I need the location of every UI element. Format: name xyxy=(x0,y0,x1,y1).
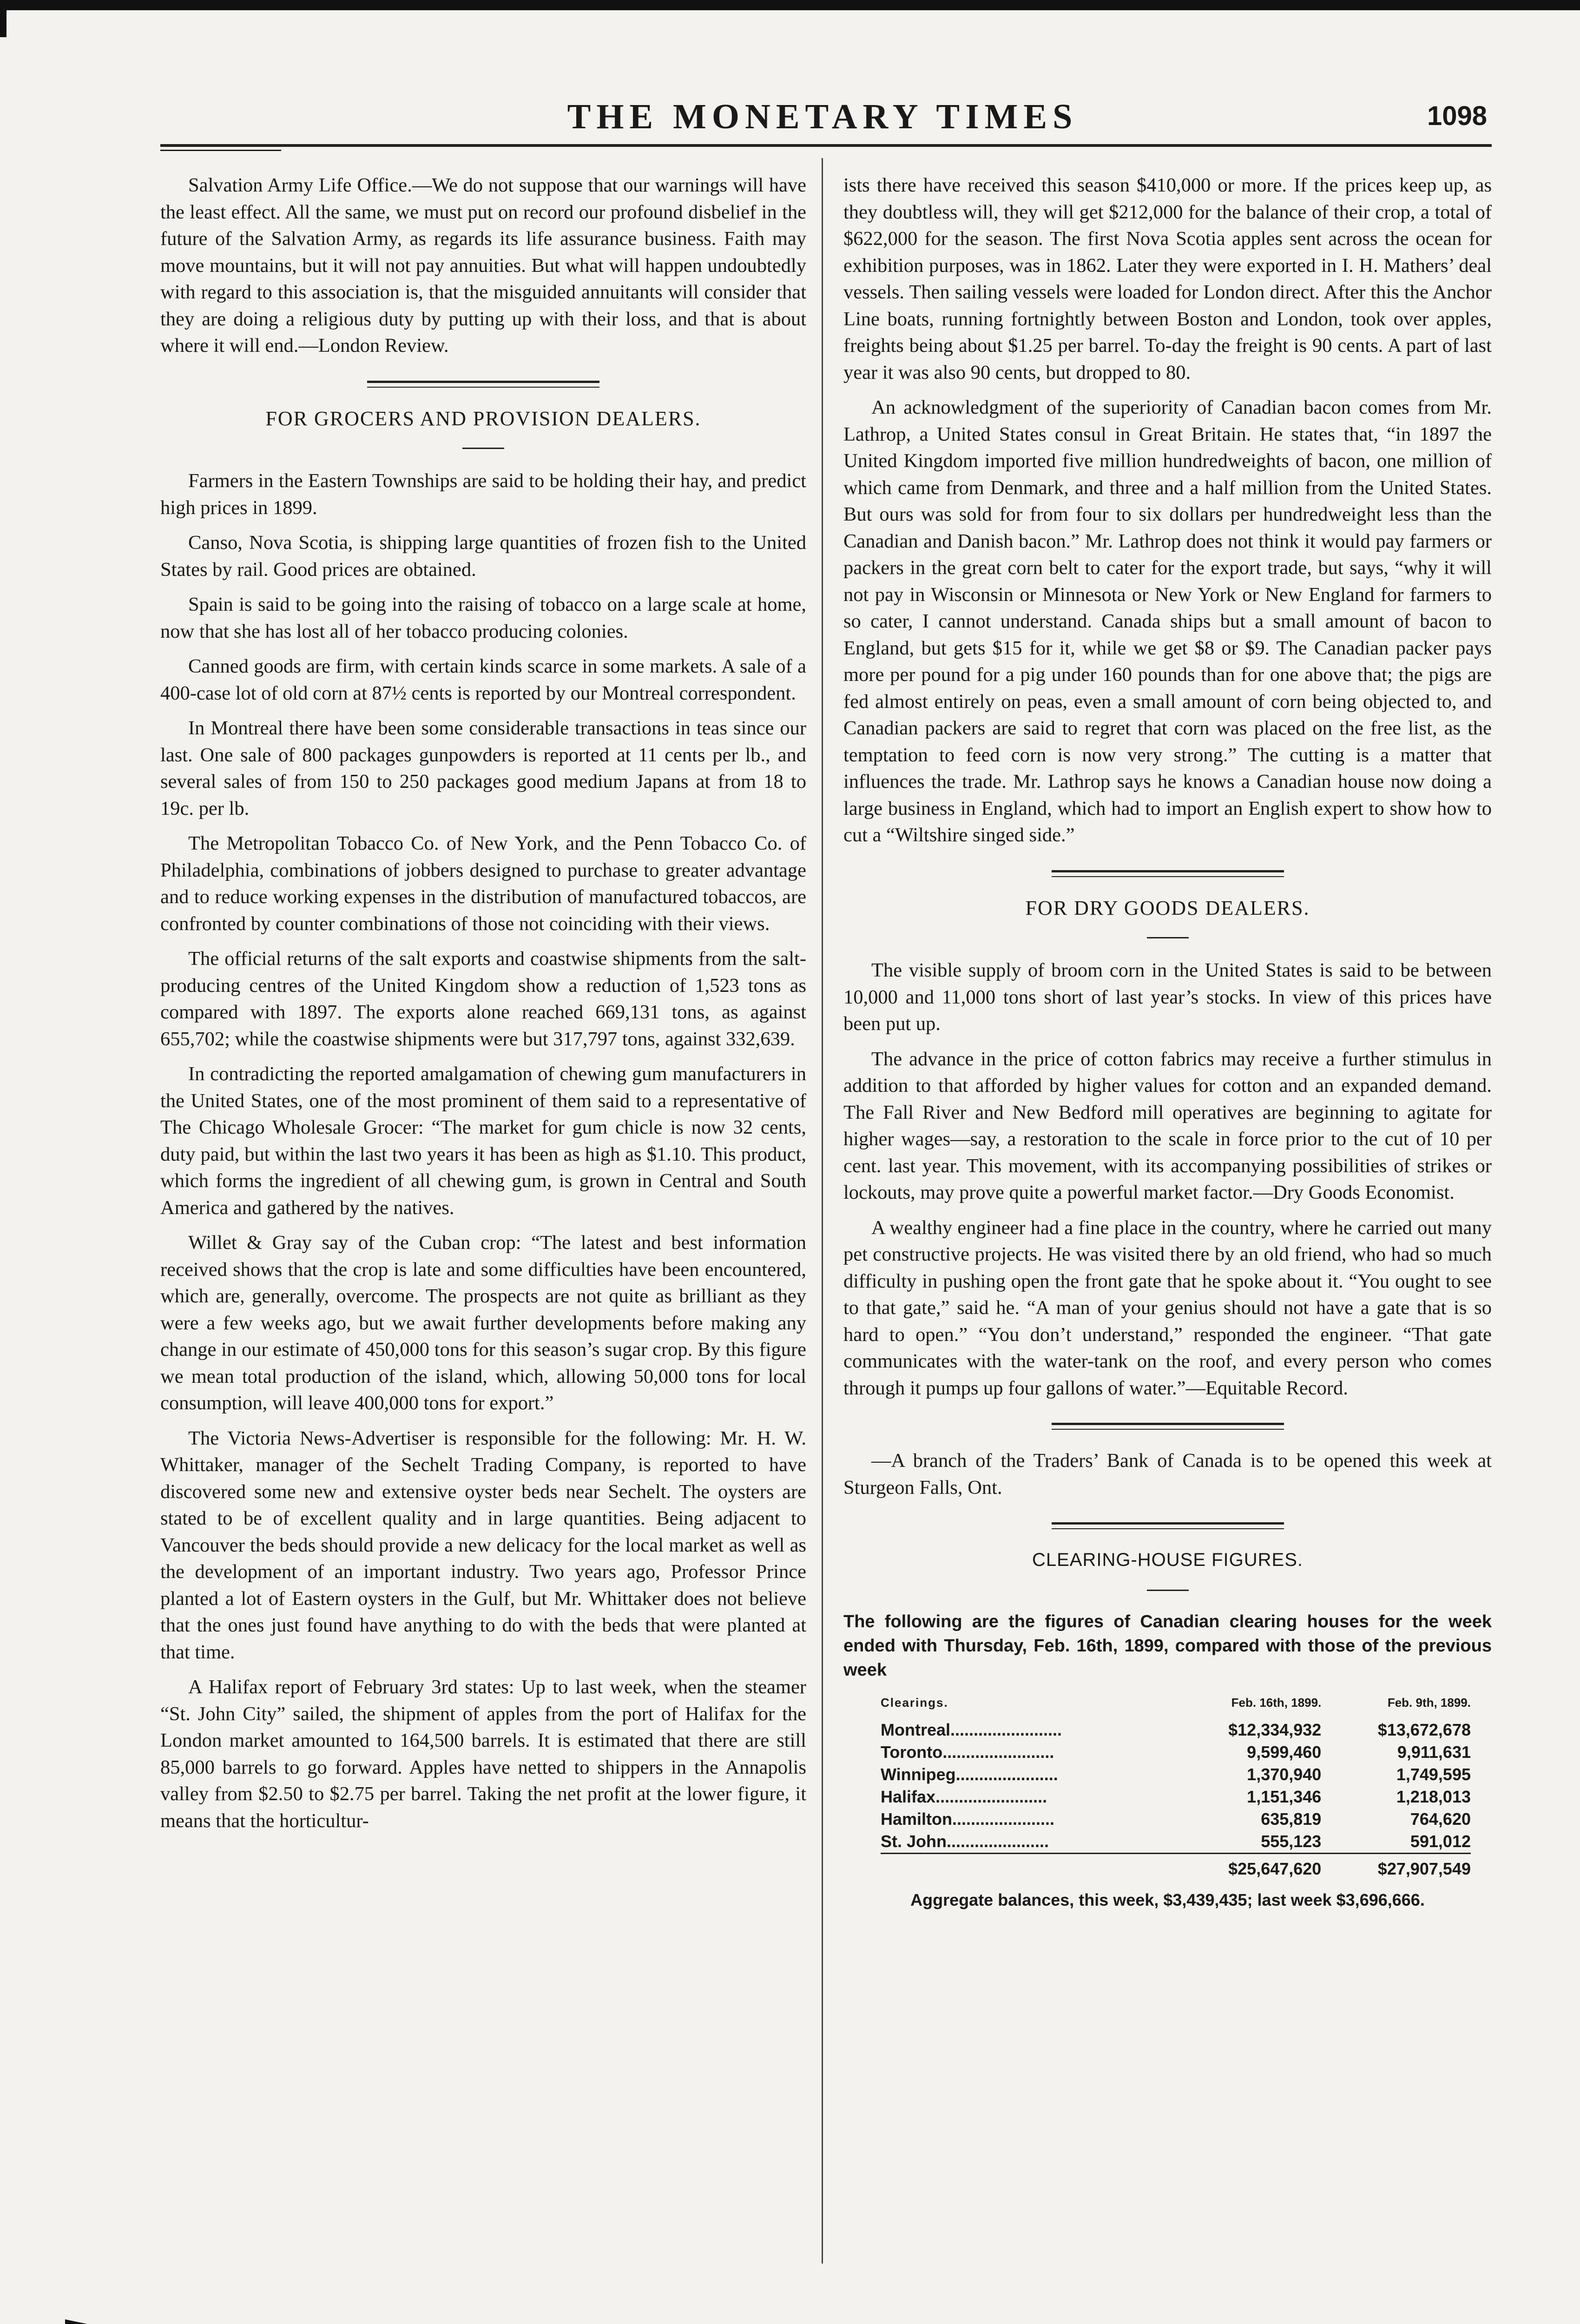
city-cell xyxy=(881,1786,1172,1808)
city-name: Hamilton xyxy=(881,1809,953,1829)
scan-corner-mark xyxy=(65,2319,135,2324)
grocers-paragraph: The Victoria News-Advertiser is responsible for the following: Mr. H. W. Whittaker, manager of the Sechelt Trading Company, is reported to have discovered some new and extensive oyster beds near Sechelt. The oysters are stated to be of excellent quality and in large quantities. Being adjacent to Vancouver the beds should provide a new delicacy for the local market as well as the development of an important industry. Two years ago, Professor Prince planted a lot of Eastern oysters in the Gulf, but Mr. Whittaker does not believe that the ones just found have anything to do with the beds that were planted at that time. xyxy=(160,1427,806,1663)
total-previous: $27,907,549 xyxy=(1321,1854,1471,1881)
previous-value: 1,749,595 xyxy=(1396,1765,1471,1784)
current-value: 1,151,346 xyxy=(1247,1787,1322,1806)
traders-bank-note: —A branch of the Traders’ Bank of Canada is to be opened this week at Sturgeon Falls, Ont. xyxy=(843,1450,1492,1499)
leader-dots: ........................ xyxy=(935,1787,1047,1806)
current-value: 635,819 xyxy=(1261,1809,1322,1829)
dry-goods-paragraph: A wealthy engineer had a fine place in the country, where he carried out many pet constructive projects. He was visited there by an old friend, who had so much difficulty in pushing open the front gate that he spoke about it. “You ought to see to that gate,” said he. “A man of your genius should not have a gate that is so hard to open.” “You don’t understand,” responded the engineer. “That gate communicates with the water-tank on the roof, and every person who comes through it pumps up four gallons of water.”—Equitable Record. xyxy=(843,1216,1492,1399)
city-name: Halifax xyxy=(881,1787,936,1806)
previous-value: 1,218,013 xyxy=(1396,1787,1471,1806)
grocers-paragraph: In contradicting the reported amalgamation of chewing gum manufacturers in the United States, one of the most prominent of them said to a representative of The Chicago Wholesale Grocer: “The market for gum chicle is now 32 cents, duty paid, but within the last two years it has been as high as $1.10. This product, which forms the ingredient of all chewing gum, is grown in Central and South America and gathered by the natives. xyxy=(160,1063,806,1219)
previous-value: 9,911,631 xyxy=(1397,1743,1471,1762)
leader-dots: ........................ xyxy=(950,1720,1062,1739)
section-rule xyxy=(1052,1423,1284,1430)
table-row xyxy=(881,1808,1471,1830)
salvation-army-paragraph: Salvation Army Life Office.—We do not suppose that our warnings will have the least effect. All the same, we must put on record our profound disbelief in the future of the Salvation Army, as regards its life assurance business. Faith may move mountains, but it will not pay annuities. But what will happen undoubtedly with regard to this association is, that the misguided annuitants will consider that they are doing a religious duty by putting up with their loss, and that is about where it will end.—London Review. xyxy=(160,174,806,357)
grocers-paragraph: Willet & Gray say of the Cuban crop: “The latest and best information received shows that the crop is late and some difficulties have been encountered, which are, generally, overcome. The prospects are not quite as brilliant as they were a few weeks ago, but we await further developments before making any change in our estimate of 450,000 tons for this season’s sugar crop. By this figure we mean total production of the island, which, allowing 50,000 tons for local consumption, will leave 400,000 tons for export.” xyxy=(160,1232,806,1414)
city-cell xyxy=(881,1763,1172,1786)
grocers-paragraph: A Halifax report of February 3rd states: Up to last week, when the steamer “St. John City” sailed, the shipment of apples from the port of Halifax for the London market amounted to 164,500 barrels. It is estimated that there are still 85,000 barrels to go forward. Apples have netted to shippers in the Annapolis valley from $2.50 to $2.75 per barrel. Taking the net profit at the lower figure, it means that the horticultur- xyxy=(160,1676,806,1832)
grocers-paragraph: Spain is said to be going into the raising of tobacco on a large scale at home, now that she has lost all of her tobacco producing colonies. xyxy=(160,594,806,642)
masthead xyxy=(158,97,1487,139)
previous-value: 591,012 xyxy=(1410,1832,1471,1851)
current-value: 1,370,940 xyxy=(1247,1765,1322,1784)
grocers-paragraph: Farmers in the Eastern Townships are said to be holding their hay, and predict high prices in 1899. xyxy=(160,470,806,519)
table-row xyxy=(881,1741,1471,1763)
current-value: $12,334,932 xyxy=(1228,1720,1322,1739)
city-cell xyxy=(881,1719,1172,1741)
publication-title: THE MONETARY TIMES xyxy=(567,97,1078,136)
grocers-paragraph: The official returns of the salt exports and coastwise shipments from the salt-producing centres of the United Kingdom show a reduction of 1,523 tons as compared with 1897. The exports alone reached 669,131 tons, as against 655,702; while the coastwise shipments were but 317,797 tons, against 332,639. xyxy=(160,948,806,1050)
dry-goods-paragraph: The visible supply of broom corn in the United States is said to be between 10,000 and 11,000 tons short of last year’s stocks. In view of this prices have been put up. xyxy=(843,959,1492,1035)
column-header-clearings: Clearings. xyxy=(881,1695,948,1710)
dry-goods-heading: FOR DRY GOODS DEALERS. xyxy=(1025,896,1310,919)
section-rule xyxy=(1052,870,1284,877)
left-column xyxy=(160,172,806,1842)
column-header-current-week: Feb. 16th, 1899. xyxy=(1231,1695,1322,1710)
dry-goods-paragraph: The advance in the price of cotton fabrics may receive a further stimulus in addition to that afforded by higher values for cotton and an expanded demand. The Fall River and New Bedford mill operatives are beginning to agitate for higher wages—say, a restoration to the scale in force prior to the cut of 10 per cent. last year. This movement, with its accompanying possibilities of strikes or lockouts, may prove quite a powerful market factor.—Dry Goods Economist. xyxy=(843,1048,1492,1203)
page-number: 1098 xyxy=(1427,101,1487,131)
leader-dots: ........................ xyxy=(942,1743,1054,1762)
leader-dots: ...................... xyxy=(947,1832,1049,1851)
total-row xyxy=(881,1854,1471,1881)
heading-underline xyxy=(462,448,504,449)
table-row xyxy=(881,1763,1471,1786)
header-rule xyxy=(160,144,1492,147)
apples-continued-paragraph: ists there have received this season $410,000 or more. If the prices keep up, as they doubtless will, they will get $212,000 for the balance of their crop, a total of $622,000 for the season. The first Nova Scotia apples sent across the ocean for exhibition purposes, was in 1862. Later they were exported in I. H. Mathers’ deal vessels. Then sailing vessels were loaded for London direct. After this the Anchor Line boats, running fortnightly between Boston and London, took over apples, freights being about $1.25 per barrel. To-day the freight is 90 cents. A part of last year it was also 90 cents, but dropped to 80. xyxy=(843,174,1492,383)
table-row xyxy=(881,1719,1471,1741)
binding-edge-mark xyxy=(0,0,7,37)
header-rule-short xyxy=(160,150,281,151)
clearing-intro: The following are the figures of Canadian clearing houses for the week ended with Thursday, Feb. 16th, 1899, compared with those of the previous week xyxy=(843,1611,1492,1680)
city-cell xyxy=(881,1830,1172,1854)
grocers-heading: FOR GROCERS AND PROVISION DEALERS. xyxy=(265,407,701,430)
total-current: $25,647,620 xyxy=(1172,1854,1322,1881)
section-rule xyxy=(1052,1522,1284,1529)
heading-underline xyxy=(1147,937,1189,938)
previous-value: $13,672,678 xyxy=(1377,1720,1471,1739)
table-header-row xyxy=(881,1690,1471,1719)
right-column xyxy=(843,172,1492,1914)
current-value: 555,123 xyxy=(1261,1832,1322,1851)
city-cell xyxy=(881,1808,1172,1830)
table-row xyxy=(881,1830,1471,1854)
leader-dots: ...................... xyxy=(955,1765,1058,1784)
city-cell xyxy=(881,1741,1172,1763)
clearing-table xyxy=(881,1690,1471,1881)
city-name: Toronto xyxy=(881,1743,943,1762)
total-label-cell xyxy=(881,1854,1172,1881)
previous-value: 764,620 xyxy=(1410,1809,1471,1829)
grocers-paragraph: Canso, Nova Scotia, is shipping large quantities of frozen fish to the United States by rail. Good prices are obtained. xyxy=(160,532,806,581)
city-name: Winnipeg xyxy=(881,1765,956,1784)
city-name: Montreal xyxy=(881,1720,951,1739)
clearing-house-heading: CLEARING-HOUSE FIGURES. xyxy=(1032,1550,1304,1570)
bacon-paragraph: An acknowledgment of the superiority of Canadian bacon comes from Mr. Lathrop, a United States consul in Great Britain. He states that, “in 1897 the United Kingdom imported five million hundredweights of bacon, one million of which came from Denmark, and three and a half million from the United States. But ours was sold for from four to six dollars per hundredweight less than the Canadian and Danish bacon.” Mr. Lathrop does not think it would pay farmers or packers in the great corn belt to cater for the export trade, but says, “why it will not pay in Wisconsin or Minnesota or New York or New England for farmers to so cater, I cannot understand. Canada ships but a small amount of bacon to England, but gets $15 for it, while we get $8 or $9. The Canadian packer pays more per pound for a pig under 160 pounds than for one above that; the pigs are fed almost entirely on peas, even a small amount of corn being objected to, and Canadian packers are said to regret that corn was placed on the free list, as the temptation to feed corn is now very strong.” The cutting is a matter that influences the trade. Mr. Lathrop says he knows a Canadian house now doing a large business in England, which had to import an English expert to show how to cut a “Wiltshire singed side.” xyxy=(843,396,1492,846)
table-row xyxy=(881,1786,1471,1808)
heading-underline xyxy=(1147,1590,1189,1591)
leader-dots: ...................... xyxy=(952,1809,1055,1829)
section-rule xyxy=(367,381,599,388)
grocers-paragraph: The Metropolitan Tobacco Co. of New York, and the Penn Tobacco Co. of Philadelphia, combinations of jobbers designed to purchase to greater advantage and to reduce working expenses in the distribution of manufactured tobaccos, are confronted by counter combinations of those not coinciding with their views. xyxy=(160,832,806,935)
top-border xyxy=(0,0,1580,10)
grocers-paragraph: In Montreal there have been some considerable transactions in teas since our last. One sale of 800 packages gunpowders is reported at 11 cents per lb., and several sales of from 150 to 250 packages good medium Japans at from 18 to 19c. per lb. xyxy=(160,717,806,819)
current-value: 9,599,460 xyxy=(1247,1743,1322,1762)
column-header-previous-week: Feb. 9th, 1899. xyxy=(1387,1695,1471,1710)
aggregate-balances: Aggregate balances, this week, $3,439,435; last week $3,696,666. xyxy=(910,1890,1425,1909)
grocers-paragraph: Canned goods are firm, with certain kinds scarce in some markets. A sale of a 400-case lot of old corn at 87½ cents is reported by our Montreal correspondent. xyxy=(160,655,806,704)
column-divider xyxy=(822,158,823,2264)
city-name: St. John xyxy=(881,1832,947,1851)
